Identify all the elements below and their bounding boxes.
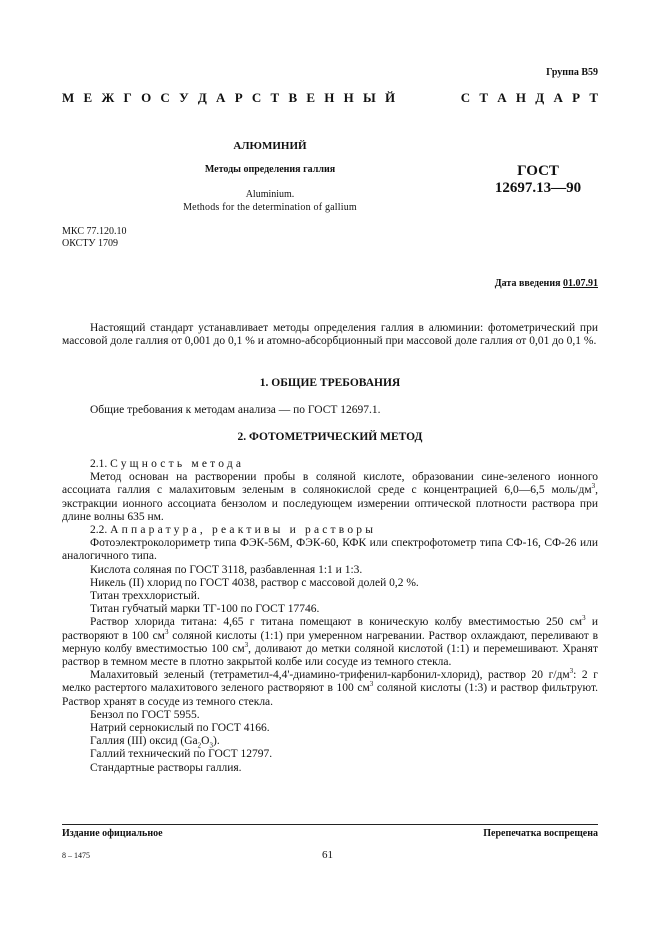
item-acid: Кислота соляная по ГОСТ 3118, разбавленная 1:1 и 1:3. <box>90 563 363 576</box>
item-titanium-sponge: Титан губчатый марки ТГ-100 по ГОСТ 17746. <box>90 603 320 616</box>
english-subtitle: Methods for the determination of gallium <box>183 202 357 213</box>
gost-label: ГОСТ <box>517 163 559 179</box>
clause-2-2-number: 2.2. <box>90 524 108 537</box>
item-photometer: Фотоэлектроколориметр типа ФЭК-56М, ФЭК-60, КФК или спектрофотометр типа СФ-16, СФ-26 или аналогичного типа. <box>62 537 598 563</box>
item-technical-gallium: Галлий технический по ГОСТ 12797. <box>90 748 273 761</box>
gost-number: 12697.13—90 <box>494 180 582 196</box>
clause-2-1-heading <box>62 458 598 471</box>
page-number: 61 <box>322 849 333 861</box>
item-sodium-sulfate: Натрий сернокислый по ГОСТ 4166. <box>90 722 270 735</box>
document-subtitle: Методы определения галлия <box>204 164 336 175</box>
intro-paragraph <box>62 322 598 348</box>
clause-2-1-title: Сущность метода <box>110 458 245 470</box>
section-1-heading: 1. ОБЩИЕ ТРЕБОВАНИЯ <box>259 377 401 389</box>
english-title: Aluminium. <box>245 189 295 200</box>
okstu-code: ОКСТУ 1709 <box>62 238 119 249</box>
clause-2-2-heading <box>62 524 598 537</box>
mks-code: МКС 77.120.10 <box>62 226 127 237</box>
introduction-date <box>495 278 598 289</box>
banner-word-2: С Т А Н Д А Р Т <box>460 90 598 105</box>
item-titanium-chloride: Титан треххлористый. <box>90 590 200 603</box>
date-value: 01.07.91 <box>563 278 598 289</box>
footer-reprint-notice: Перепечатка воспрещена <box>483 828 598 839</box>
standard-banner <box>62 90 598 106</box>
print-code: 8 – 1475 <box>62 851 90 860</box>
banner-word-1: М Е Ж Г О С У Д А Р С Т В Е Н Н Ы Й <box>62 90 396 105</box>
intro-text: Настоящий стандарт устанавливает методы определения галлия в алюминии: фотометрический при массовой доле галлия от 0,001 до 0,1 % и атомно-абсорбционный при массовой доле галлия от 0,01 до 0,1 %. <box>62 322 598 348</box>
clause-2-2-title: Аппаратура, реактивы и растворы <box>110 524 377 537</box>
item-standard-solutions: Стандартные растворы галлия. <box>90 761 242 774</box>
section-2-heading: 2. ФОТОМЕТРИЧЕСКИЙ МЕТОД <box>237 431 423 443</box>
date-label: Дата введения <box>494 278 561 289</box>
item-gallium-oxide: Галлия (III) оксид $(Ga_2O_3)$. <box>90 735 220 750</box>
clause-2-1-number: 2.1. <box>90 458 108 470</box>
item-benzene: Бензол по ГОСТ 5955. <box>90 708 200 721</box>
item-titanium-solution: Раствор хлорида титана: 4,65 г титана помещают в коническую колбу вместимостью 250 $см^3$ и растворяют в 100 $см^3$ соляной кислоты (1:1) при умеренном нагревании. Раствор охлаждают, переливают в мерную колбу вместимостью 100 $см^3$, доливают до метки соляной кислотой (1:1) и перемешивают. Хранят раствор в темном месте в плотно закрытой колбе или сосуде из темного стекла. <box>62 614 598 669</box>
footer-official-edition: Издание официальное <box>62 828 163 839</box>
section-1-paragraph: Общие требования к методам анализа — по ГОСТ 12697.1. <box>90 404 381 416</box>
document-title: АЛЮМИНИЙ <box>233 140 307 152</box>
group-code: Группа В59 <box>546 67 598 78</box>
clause-2-1-text: Метод основан на растворении пробы в соляной кислоте, образовании сине-зеленого ионного ассоциата галлия с малахитовым зеленым в солянокислой среде с концентрацией 6,0—6,5 моль/$дм^3$, экстракции ионного ассоциата бензолом и последующем измерении оптической плотности раствора при длине волны 635 нм. <box>62 471 598 523</box>
section-1-text <box>62 404 598 417</box>
footer-divider <box>62 824 598 825</box>
item-malachite-green: Малахитовый зеленый (тетраметил-4,4'-диамино-трифенил-карбонил-хлорид), раствор 20 $г/дм^3$: 2 г мелко растертого малахитового зеленого растворяют в 100 $см^3$ соляной кислоты (1:3) и раствор фильтруют. Раствор хранят в сосуде из темного стекла. <box>62 667 598 708</box>
section-2-body <box>62 458 598 775</box>
item-nickel: Никель (II) хлорид по ГОСТ 4038, раствор с массовой долей 0,2 %. <box>90 576 419 589</box>
